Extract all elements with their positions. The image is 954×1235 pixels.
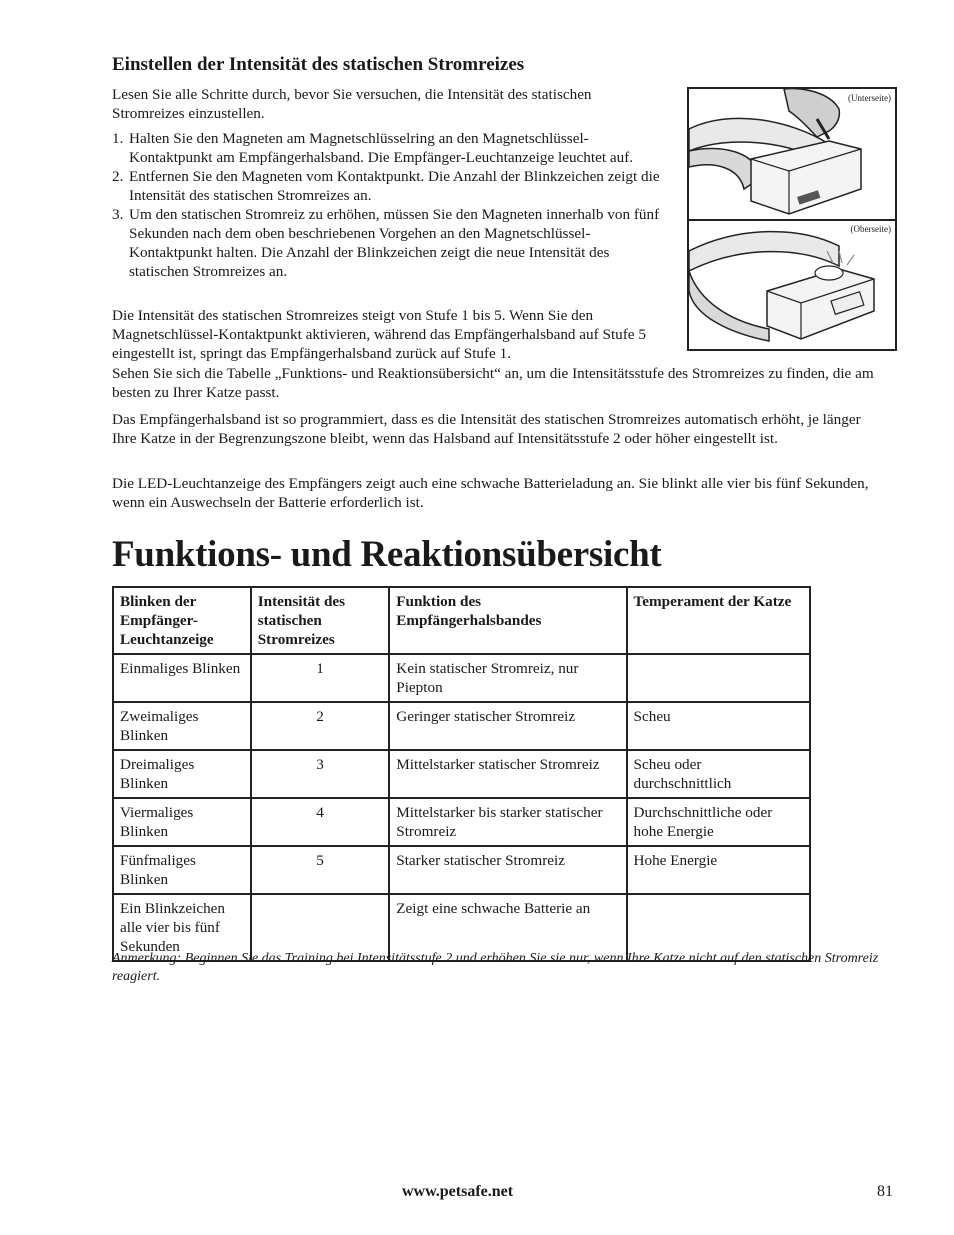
cell-level: 3 — [251, 750, 390, 798]
step-text: Um den statischen Stromreiz zu erhöhen, müssen Sie den Magneten innerhalb von fünf Sekunden nach dem oben beschriebenen Vorgehen an den Magnetschlüssel-Kontaktpunkt halten. Die Anzahl der Blinkzeichen zeigt die neue Intensität des statischen Stromreizes an. — [129, 206, 660, 280]
step-number: 1. — [112, 130, 124, 147]
cell-blink: Fünfmaliges Blinken — [113, 846, 251, 894]
table-row — [113, 750, 810, 798]
cell-level: 5 — [251, 846, 390, 894]
step-text: Halten Sie den Magneten am Magnetschlüsselring an den Magnetschlüssel-Kontaktpunkt am Empfängerhalsband. Die Empfänger-Leuchtanzeige leuchtet auf. — [129, 130, 634, 166]
cell-blink: Ein Blinkzeichen alle vier bis fünf Sekunden — [113, 894, 251, 961]
intro-paragraph: Lesen Sie alle Schritte durch, bevor Sie versuchen, die Intensität des statischen Stromreizes einzustellen. — [112, 86, 592, 122]
cell-temperament: Scheu oder durchschnittlich — [627, 750, 810, 798]
header-cell: Blinken der Empfänger-Leuchtanzeige — [113, 587, 251, 654]
overview-title: Funktions- und Reaktionsübersicht — [112, 534, 662, 575]
header-cell: Temperament der Katze — [627, 587, 810, 654]
cell-blink: Einmaliges Blinken — [113, 654, 251, 702]
cell-function: Zeigt eine schwache Batterie an — [389, 894, 626, 961]
steps-list — [112, 129, 667, 281]
cell-function: Geringer statischer Stromreiz — [389, 702, 626, 750]
step-number: 2. — [112, 168, 124, 185]
collar-illustration — [687, 87, 897, 351]
list-item — [112, 205, 667, 281]
list-item — [112, 167, 667, 205]
cell-function: Mittelstarker statischer Stromreiz — [389, 750, 626, 798]
collar-underside-drawing — [689, 89, 895, 217]
programmed-paragraph: Das Empfängerhalsband ist so programmiert, dass es die Intensität des statischen Stromreizes automatisch erhöht, je länger Ihre Katze in der Begrenzungszone bleibt, wenn das Halsband auf Intensitätsstufe 2 oder höher eingestellt ist. — [112, 411, 861, 447]
cell-function: Kein statischer Stromreiz, nur Piepton — [389, 654, 626, 702]
header-cell: Funktion des Empfängerhalsbandes — [389, 587, 626, 654]
see-table-paragraph: Sehen Sie sich die Tabelle „Funktions- und Reaktionsübersicht“ an, um die Intensitätsstufe des Stromreizes zu finden, die am besten zu Ihrer Katze passt. — [112, 365, 874, 401]
cell-temperament — [627, 654, 810, 702]
header-cell: Intensität des statischen Stromreizes — [251, 587, 390, 654]
table-row — [113, 654, 810, 702]
table-row — [113, 798, 810, 846]
list-item — [112, 129, 667, 167]
caption-underside: (Unterseite) — [848, 93, 891, 103]
step-number: 3. — [112, 206, 124, 223]
cell-temperament: Scheu — [627, 702, 810, 750]
table-row — [113, 702, 810, 750]
cell-level: 2 — [251, 702, 390, 750]
footer-url: www.petsafe.net — [402, 1183, 514, 1200]
cell-blink: Dreimaliges Blinken — [113, 750, 251, 798]
cell-blink: Viermaliges Blinken — [113, 798, 251, 846]
cell-function: Starker statischer Stromreiz — [389, 846, 626, 894]
led-paragraph: Die LED-Leuchtanzeige des Empfängers zeigt auch eine schwache Batterieladung an. Sie blinkt alle vier bis fünf Sekunden, wenn ein Auswechseln der Batterie erforderlich ist. — [112, 475, 869, 511]
levels-paragraph: Die Intensität des statischen Stromreizes steigt von Stufe 1 bis 5. Wenn Sie den Magnetschlüssel-Kontaktpunkt aktivieren, während das Empfängerhalsband auf Stufe 5 eingestellt ist, springt das Empfängerhalsband zurück auf Stufe 1. — [112, 307, 646, 362]
cell-function: Mittelstarker bis starker statischer Stromreiz — [389, 798, 626, 846]
cell-level: 1 — [251, 654, 390, 702]
table-header-row — [113, 587, 810, 654]
cell-temperament: Durchschnittliche oder hohe Energie — [627, 798, 810, 846]
cell-temperament: Hohe Energie — [627, 846, 810, 894]
cell-level: 4 — [251, 798, 390, 846]
cell-blink: Zweimaliges Blinken — [113, 702, 251, 750]
table-row — [113, 846, 810, 894]
caption-topside: (Oberseite) — [850, 224, 891, 234]
collar-topside-drawing — [689, 221, 895, 349]
section-heading: Einstellen der Intensität des statischen Stromreizes — [112, 54, 525, 75]
overview-table — [112, 586, 811, 962]
step-text: Entfernen Sie den Magneten vom Kontaktpunkt. Die Anzahl der Blinkzeichen zeigt die Intensität des statischen Stromreizes an. — [129, 168, 660, 204]
table-note: Anmerkung: Beginnen Sie das Training bei Intensitätsstufe 2 und erhöhen Sie sie nur, wenn Ihre Katze nicht auf den statischen Stromreiz reagiert. — [112, 951, 879, 984]
page-number: 81 — [877, 1183, 893, 1200]
